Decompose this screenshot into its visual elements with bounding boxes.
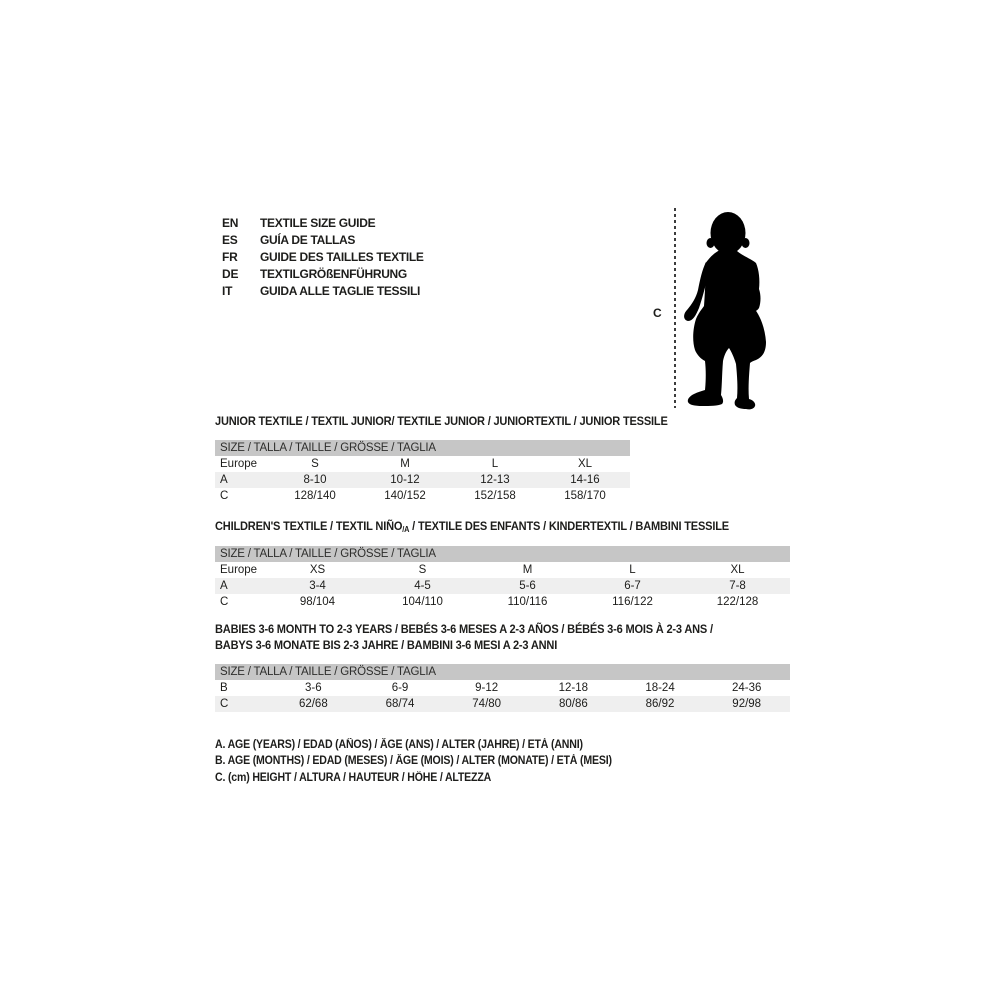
table-cell: 18-24 — [645, 682, 675, 694]
lang-row-es — [222, 232, 424, 249]
junior-table-size-header: SIZE / TALLA / TAILLE / GRÖSSE / TAGLIA — [215, 440, 630, 456]
table-cell: L — [629, 564, 636, 576]
table-cell: 6-7 — [624, 580, 641, 592]
lang-row-it — [222, 283, 424, 300]
table-cell: XL — [730, 564, 745, 576]
legend-line-a: A. AGE (YEARS) / EDAD (AÑOS) / ÂGE (ANS) / ALTER (JAHRE) / ETÀ (ANNI) — [215, 739, 583, 751]
table-row — [215, 594, 790, 610]
table-cell: 110/116 — [507, 596, 548, 608]
table-cell: 3-6 — [305, 682, 322, 694]
row-label: C — [220, 698, 229, 710]
children-title-subscript: /A — [402, 525, 410, 534]
table-cell: 8-10 — [303, 474, 327, 486]
lang-label-en: TEXTILE SIZE GUIDE — [260, 216, 376, 230]
table-cell: 140/152 — [384, 490, 426, 502]
row-label: Europe — [220, 458, 258, 470]
table-row — [215, 696, 790, 712]
table-cell: 9-12 — [475, 682, 499, 694]
lang-row-de — [222, 266, 424, 283]
children-table-size-header: SIZE / TALLA / TAILLE / GRÖSSE / TAGLIA — [215, 546, 790, 562]
table-cell: 12-13 — [480, 474, 510, 486]
table-cell: 24-36 — [731, 682, 762, 694]
table-cell: 12-18 — [558, 682, 589, 694]
row-label: A — [220, 474, 228, 486]
height-marker-label: C — [653, 306, 662, 320]
table-row — [215, 456, 630, 472]
table-cell: 10-12 — [390, 474, 420, 486]
children-title-rest: / TEXTILE DES ENFANTS / KINDERTEXTIL / BAMBINI TESSILE — [409, 519, 729, 533]
row-label: Europe — [220, 564, 258, 576]
junior-section-title: JUNIOR TEXTILE / TEXTIL JUNIOR/ TEXTILE JUNIOR / JUNIORTEXTIL / JUNIOR TESSILE — [215, 414, 668, 428]
table-cell: S — [418, 564, 427, 576]
children-size-table — [215, 546, 790, 610]
lang-code-en: EN — [222, 216, 239, 230]
lang-label-fr: GUIDE DES TAILLES TEXTILE — [260, 250, 424, 264]
table-cell: XS — [309, 564, 326, 576]
children-section-title — [215, 519, 729, 533]
row-label: B — [220, 682, 228, 694]
lang-row-fr — [222, 249, 424, 266]
table-cell: 86/92 — [645, 698, 675, 710]
table-row — [215, 562, 790, 578]
table-cell: 4-5 — [414, 580, 431, 592]
table-cell: 62/68 — [298, 698, 328, 710]
legend-line-c: C. (cm) HEIGHT / ALTURA / HAUTEUR / HÖHE / ALTEZZA — [215, 771, 492, 784]
table-cell: 80/86 — [558, 698, 588, 710]
table-row — [215, 488, 630, 504]
table-cell: 7-8 — [729, 580, 746, 592]
lang-label-es: GUÍA DE TALLAS — [260, 233, 356, 247]
table-cell: L — [491, 458, 499, 470]
row-label: C — [220, 490, 229, 502]
lang-row-en — [222, 215, 424, 232]
table-cell: 92/98 — [732, 698, 762, 710]
lang-label-de: TEXTILGRÖßENFÜHRUNG — [260, 267, 407, 281]
table-row — [215, 578, 790, 594]
children-title-main: CHILDREN'S TEXTILE / TEXTIL NIÑO — [215, 519, 403, 533]
junior-size-table — [215, 440, 630, 504]
table-cell: 116/122 — [612, 596, 653, 608]
legend-line-b: B. AGE (MONTHS) / EDAD (MESES) / ÂGE (MOIS) / ALTER (MONATE) / ETÀ (MESI) — [215, 755, 612, 768]
lang-code-de: DE — [222, 267, 239, 281]
lang-code-fr: FR — [222, 250, 238, 264]
row-label: C — [220, 596, 229, 608]
measurement-legend — [215, 737, 646, 786]
babies-table-size-header: SIZE / TALLA / TAILLE / GRÖSSE / TAGLIA — [215, 664, 790, 680]
height-marker-line — [674, 208, 676, 408]
table-cell: 68/74 — [385, 698, 415, 710]
lang-label-it: GUIDA ALLE TAGLIE TESSILI — [260, 284, 421, 298]
table-cell: 158/170 — [564, 490, 606, 502]
table-cell: 14-16 — [570, 474, 600, 486]
table-cell: 104/110 — [402, 596, 443, 608]
babies-section-title-line2: BABYS 3-6 MONATE BIS 2-3 JAHRE / BAMBINI 3-6 MESI A 2-3 ANNI — [215, 638, 558, 652]
table-cell: 3-4 — [309, 580, 326, 592]
table-cell: 5-6 — [519, 580, 536, 592]
table-cell: S — [311, 458, 319, 470]
babies-section-title-line1: BABIES 3-6 MONTH TO 2-3 YEARS / BEBÉS 3-6 MESES A 2-3 AÑOS / BÉBÉS 3-6 MOIS À 2-3 ANS / — [215, 622, 713, 636]
table-cell: 128/140 — [294, 490, 336, 502]
row-label: A — [220, 580, 228, 592]
lang-code-es: ES — [222, 233, 238, 247]
babies-size-table — [215, 664, 790, 712]
table-row — [215, 680, 790, 696]
table-cell: 6-9 — [391, 682, 409, 694]
toddler-silhouette — [680, 202, 778, 414]
table-cell: 98/104 — [299, 596, 336, 608]
table-row — [215, 472, 630, 488]
table-cell: 74/80 — [472, 698, 502, 710]
table-cell: 122/128 — [716, 596, 759, 608]
language-guide-list — [222, 215, 424, 300]
table-cell: XL — [577, 458, 593, 470]
table-cell: M — [400, 458, 410, 470]
lang-code-it: IT — [222, 284, 233, 298]
table-cell: M — [522, 564, 533, 576]
table-cell: 152/158 — [474, 490, 516, 502]
